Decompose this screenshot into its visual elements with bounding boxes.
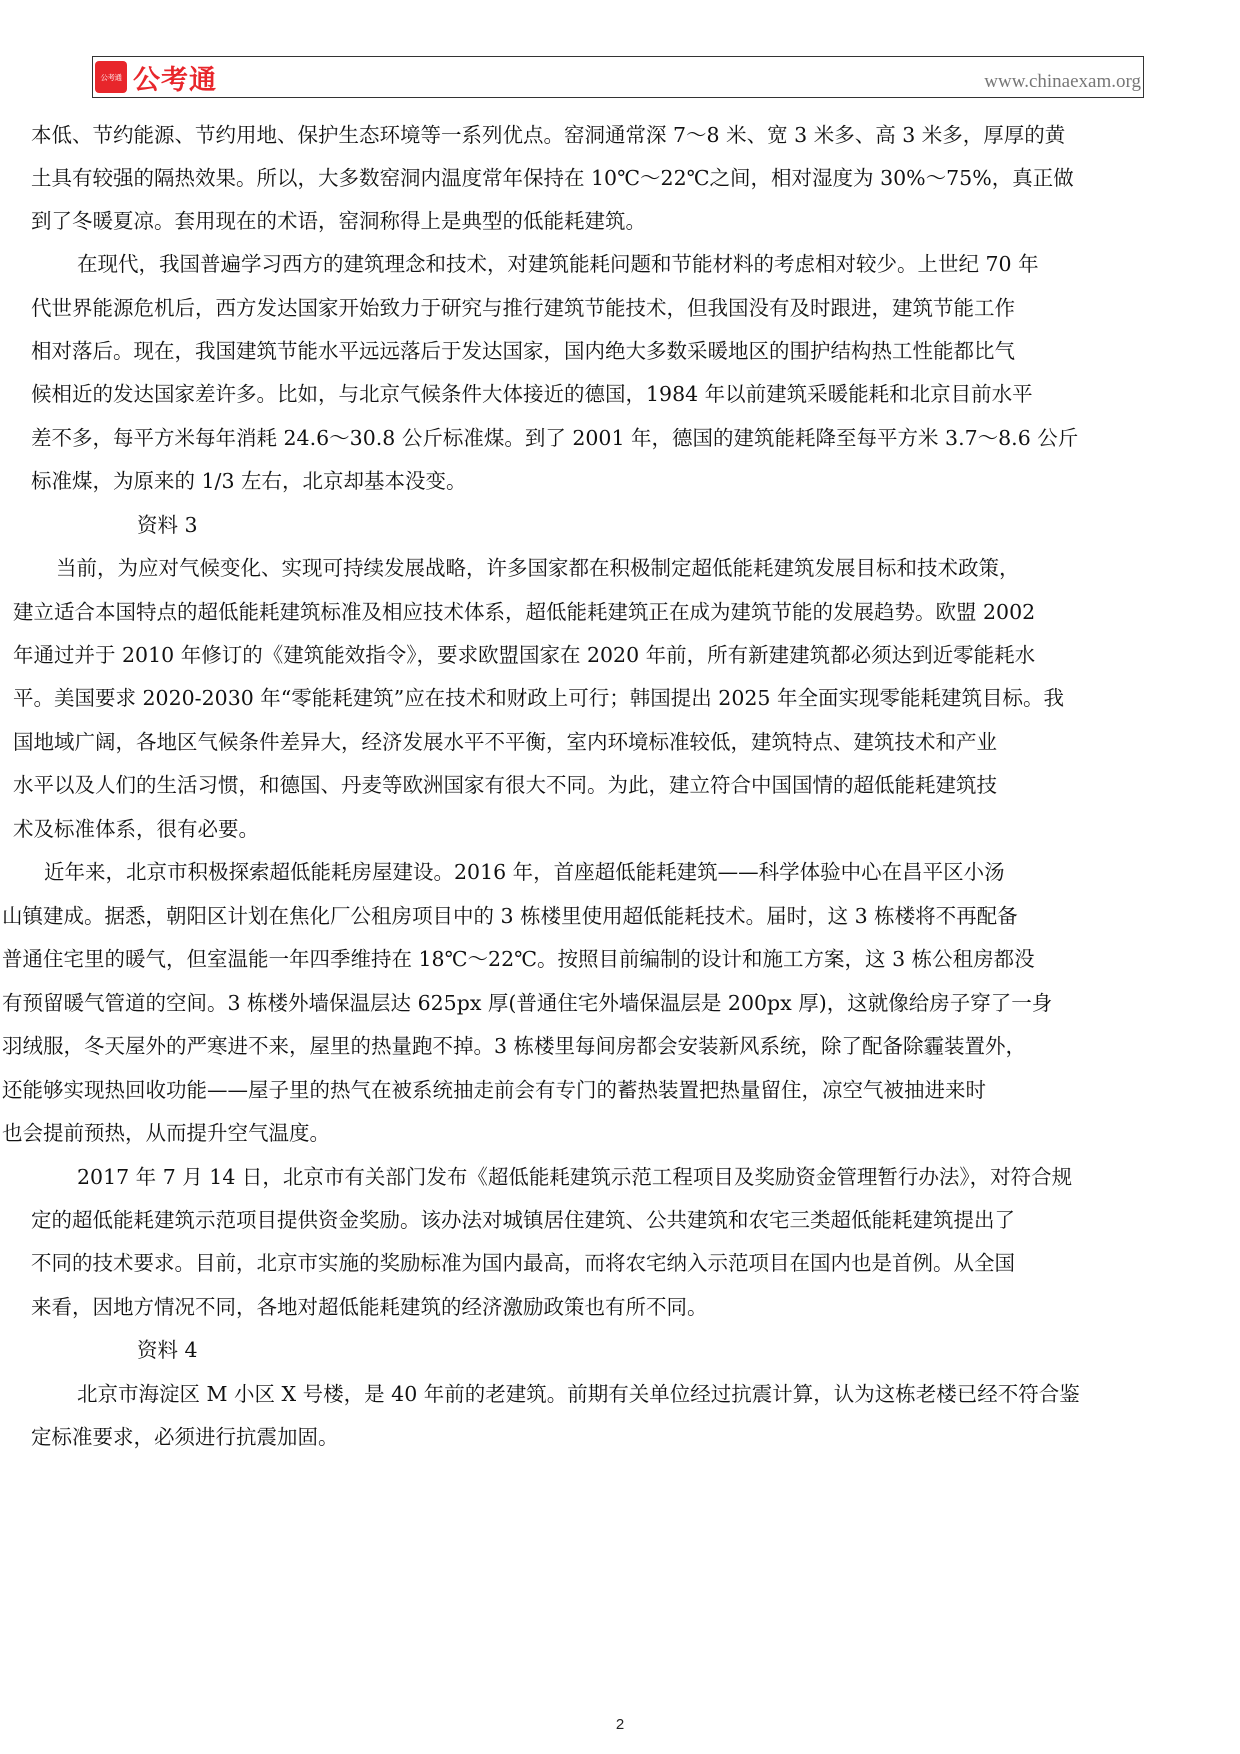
text-line: 近年来，北京市积极探索超低能耗房屋建设。2016 年，首座超低能耗建筑——科学体验中心在昌平区小汤 <box>44 860 1005 884</box>
text-line: 土具有较强的隔热效果。所以，大多数窑洞内温度常年保持在 10℃～22℃之间，相对湿度为 30%～75%，真正做 <box>31 166 1074 190</box>
text-line: 不同的技术要求。目前，北京市实施的奖励标准为国内最高，而将农宅纳入示范项目在国内也是首例。从全国 <box>31 1251 1015 1275</box>
text-line: 2017 年 7 月 14 日，北京市有关部门发布《超低能耗建筑示范工程项目及奖励资金管理暂行办法》，对符合规 <box>77 1165 1073 1189</box>
text-line: 差不多，每平方米每年消耗 24.6～30.8 公斤标准煤。到了 2001 年，德国的建筑能耗降至每平方米 3.7～8.6 公斤 <box>31 426 1079 450</box>
text-line: 相对落后。现在，我国建筑节能水平远远落后于发达国家，国内绝大多数采暖地区的围护结构热工性能都比气 <box>31 339 1015 363</box>
text-line: 也会提前预热，从而提升空气温度。 <box>2 1121 330 1145</box>
text-line: 普通住宅里的暖气，但室温能一年四季维持在 18℃～22℃。按照目前编制的设计和施工方案，这 3 栋公租房都没 <box>2 947 1035 971</box>
text-line: 来看，因地方情况不同，各地对超低能耗建筑的经济激励政策也有所不同。 <box>31 1295 708 1319</box>
text-line: 山镇建成。据悉，朝阳区计划在焦化厂公租房项目中的 3 栋楼里使用超低能耗技术。届时，这 3 栋楼将不再配备 <box>2 904 1018 928</box>
text-line: 有预留暖气管道的空间。3 栋楼外墙保温层达 625px 厚(普通住宅外墙保温层是 200px 厚)，这就像给房子穿了一身 <box>2 991 1053 1015</box>
text-line: 定标准要求，必须进行抗震加固。 <box>31 1425 339 1449</box>
text-line: 国地域广阔，各地区气候条件差异大，经济发展水平不平衡，室内环境标准较低，建筑特点、建筑技术和产业 <box>13 730 997 754</box>
text-line: 建立适合本国特点的超低能耗建筑标准及相应技术体系，超低能耗建筑正在成为建筑节能的发展趋势。欧盟 2002 <box>13 600 1036 624</box>
text-line: 本低、节约能源、节约用地、保护生态环境等一系列优点。窑洞通常深 7～8 米、宽 3 米多、高 3 米多，厚厚的黄 <box>31 123 1066 147</box>
text-line: 标准煤，为原来的 1/3 左右，北京却基本没变。 <box>31 469 467 493</box>
logo-badge: 公考通 <box>95 61 127 93</box>
text-line: 当前，为应对气候变化、实现可持续发展战略，许多国家都在积极制定超低能耗建筑发展目标和技术政策， <box>56 556 1020 580</box>
text-line: 术及标准体系，很有必要。 <box>13 817 259 841</box>
text-line: 还能够实现热回收功能——屋子里的热气在被系统抽走前会有专门的蓄热装置把热量留住，凉空气被抽进来时 <box>2 1078 986 1102</box>
section-heading: 资料 3 <box>137 513 198 537</box>
section-heading: 资料 4 <box>137 1338 198 1362</box>
text-line: 羽绒服，冬天屋外的严寒进不来，屋里的热量跑不掉。3 栋楼里每间房都会安装新风系统，除了配备除霾装置外， <box>2 1034 1027 1058</box>
text-line: 到了冬暖夏凉。套用现在的术语，窑洞称得上是典型的低能耗建筑。 <box>31 209 646 233</box>
logo <box>95 60 217 94</box>
text-line: 代世界能源危机后，西方发达国家开始致力于研究与推行建筑节能技术，但我国没有及时跟进，建筑节能工作 <box>31 296 1015 320</box>
page-header <box>92 56 1144 98</box>
text-line: 定的超低能耗建筑示范项目提供资金奖励。该办法对城镇居住建筑、公共建筑和农宅三类超低能耗建筑提出了 <box>31 1208 1015 1232</box>
text-line: 年通过并于 2010 年修订的《建筑能效指令》，要求欧盟国家在 2020 年前，所有新建建筑都必须达到近零能耗水 <box>13 643 1036 667</box>
text-line: 候相近的发达国家差许多。比如，与北京气候条件大体接近的德国，1984 年以前建筑采暖能耗和北京目前水平 <box>31 382 1033 406</box>
text-line: 北京市海淀区 M 小区 X 号楼，是 40 年前的老建筑。前期有关单位经过抗震计算，认为这栋老楼已经不符合鉴 <box>77 1382 1080 1406</box>
text-line: 在现代，我国普遍学习西方的建筑理念和技术，对建筑能耗问题和节能材料的考虑相对较少。上世纪 70 年 <box>77 252 1039 276</box>
page-number: 2 <box>615 1716 625 1733</box>
logo-text: 公考通 <box>133 64 217 96</box>
text-line: 水平以及人们的生活习惯，和德国、丹麦等欧洲国家有很大不同。为此，建立符合中国国情的超低能耗建筑技 <box>13 773 997 797</box>
text-line: 平。美国要求 2020-2030 年“零能耗建筑”应在技术和财政上可行；韩国提出 2025 年全面实现零能耗建筑目标。我 <box>13 686 1064 710</box>
site-url: www.chinaexam.org <box>984 71 1141 92</box>
